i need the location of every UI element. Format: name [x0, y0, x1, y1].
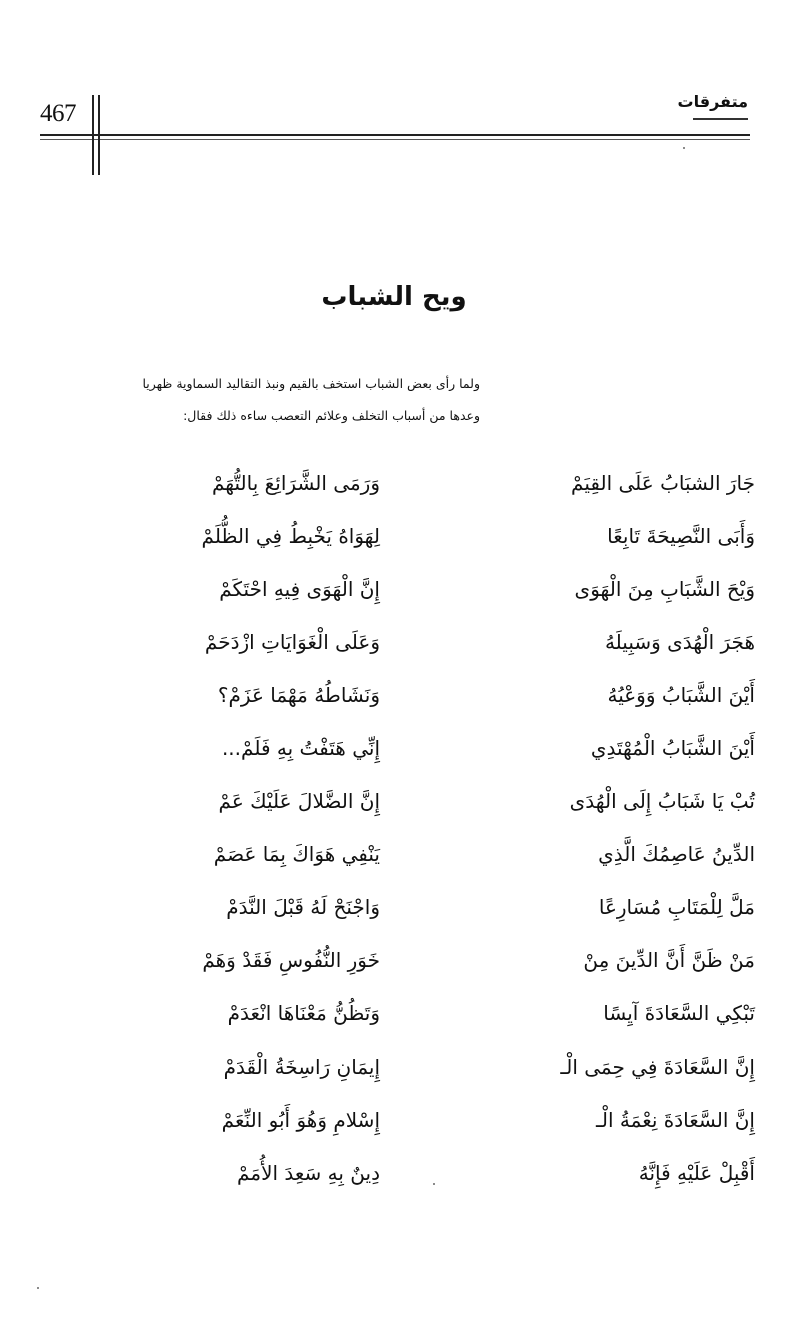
verse-second-hemistich: دِينٌ بِهِ سَعِدَ الأُمَمْ: [237, 1160, 380, 1185]
verse: [50, 1093, 755, 1146]
scan-speck: [683, 147, 685, 149]
verse-first-hemistich: أَيْنَ الشَّبَابُ الْمُهْتَدِي: [590, 736, 755, 761]
verse-first-hemistich: إِنَّ السَّعَادَةَ نِعْمَةُ الْـ: [596, 1107, 755, 1132]
verse: [50, 881, 755, 934]
verse-second-hemistich: وَتَظُنُّ مَعْنَاهَا انْعَدَمْ: [227, 1001, 380, 1026]
running-title-underline: [693, 118, 748, 120]
verse: [50, 668, 755, 721]
verse: [50, 775, 755, 828]
poem-title: ويح الشباب: [321, 282, 467, 312]
intro-line: وعدها من أسباب التخلف وعلائم التعصب ساءه ذلك فقال:: [183, 408, 480, 423]
verse-first-hemistich: وَأَبَى النَّصِيحَةَ تَابِعًا: [607, 523, 755, 548]
verse-second-hemistich: إِسْلامِ وَهُوَ أَبُو النِّعَمْ: [221, 1107, 380, 1132]
intro-line: ولما رأى بعض الشباب استخف بالقيم ونبذ التقاليد السماوية ظهريا: [142, 376, 480, 391]
verse-second-hemistich: إِنَّ الضَّلالَ عَلَيْكَ عَمْ: [218, 789, 380, 814]
verse-second-hemistich: إِيمَانِ رَاسِخَةُ الْقَدَمْ: [223, 1054, 380, 1079]
verse: [50, 1146, 755, 1199]
verse: [50, 721, 755, 774]
header-vertical-rule-right: [98, 95, 100, 175]
page-number: 467: [40, 100, 76, 127]
verse-second-hemistich: وَنَشَاطُهُ مَهْمَا عَزَمْ؟: [217, 682, 380, 707]
header-rule-top: [40, 134, 750, 136]
verse-second-hemistich: إِنِّي هَتَفْتُ بِهِ فَلَمْ...: [221, 736, 380, 761]
verse-first-hemistich: أَيْنَ الشَّبَابُ وَوَعْيُهُ: [607, 682, 755, 707]
verse: [50, 828, 755, 881]
verse: [50, 934, 755, 987]
verse-first-hemistich: إِنَّ السَّعَادَةَ فِي حِمَى الْـ: [560, 1054, 755, 1079]
verse: [50, 987, 755, 1040]
scan-speck: [37, 1287, 39, 1289]
verse: [50, 562, 755, 615]
verse-second-hemistich: وَاجْنَحْ لَهُ قَبْلَ النَّدَمْ: [226, 895, 380, 920]
verse-first-hemistich: الدِّينُ عَاصِمُكَ الَّذِي: [598, 842, 755, 867]
verse: [50, 615, 755, 668]
running-title: متفرقات: [677, 92, 748, 111]
verse-second-hemistich: وَرَمَى الشَّرَائِعَ بِالتُّهَمْ: [211, 470, 380, 495]
header-vertical-rule-left: [92, 95, 94, 175]
verse-first-hemistich: تَبْكِي السَّعَادَةَ آيِسًا: [603, 1001, 755, 1026]
verse-second-hemistich: يَنْفِي هَوَاكَ بِمَا عَصَمْ: [213, 842, 380, 867]
verse-first-hemistich: جَارَ الشبَابُ عَلَى القِيَمْ: [571, 470, 755, 495]
verse: [50, 1040, 755, 1093]
verse-first-hemistich: وَيْحَ الشَّبَابِ مِنَ الْهَوَى: [574, 576, 755, 601]
verse-second-hemistich: وَعَلَى الْغَوَايَاتِ ازْدَحَمْ: [204, 629, 380, 654]
verse: [50, 509, 755, 562]
verse-first-hemistich: هَجَرَ الْهُدَى وَسَبِيلَهُ: [604, 629, 755, 654]
verse-second-hemistich: إِنَّ الْهَوَى فِيهِ احْتَكَمْ: [219, 576, 380, 601]
verse-first-hemistich: مَلَّ لِلْمَتَابِ مُسَارِعًا: [598, 895, 755, 920]
verse-second-hemistich: خَوَرِ النُّفُوسِ فَقَدْ وَهَمْ: [202, 948, 380, 973]
poem-intro: [40, 368, 480, 432]
header-rule-bottom: [40, 139, 750, 140]
verse-first-hemistich: أَقْبِلْ عَلَيْهِ فَإِنَّهُ: [638, 1160, 755, 1185]
verse: [50, 456, 755, 509]
verse-second-hemistich: لِهَوَاهُ يَخْبِطُ فِي الظُّلَمْ: [201, 523, 380, 548]
scan-speck: [433, 1183, 435, 1185]
verse-first-hemistich: تُبْ يَا شَبَابُ إِلَى الْهُدَى: [569, 789, 755, 814]
verse-first-hemistich: مَنْ ظَنَّ أَنَّ الدِّينَ مِنْ: [583, 948, 755, 973]
poem-body: [50, 456, 755, 1199]
